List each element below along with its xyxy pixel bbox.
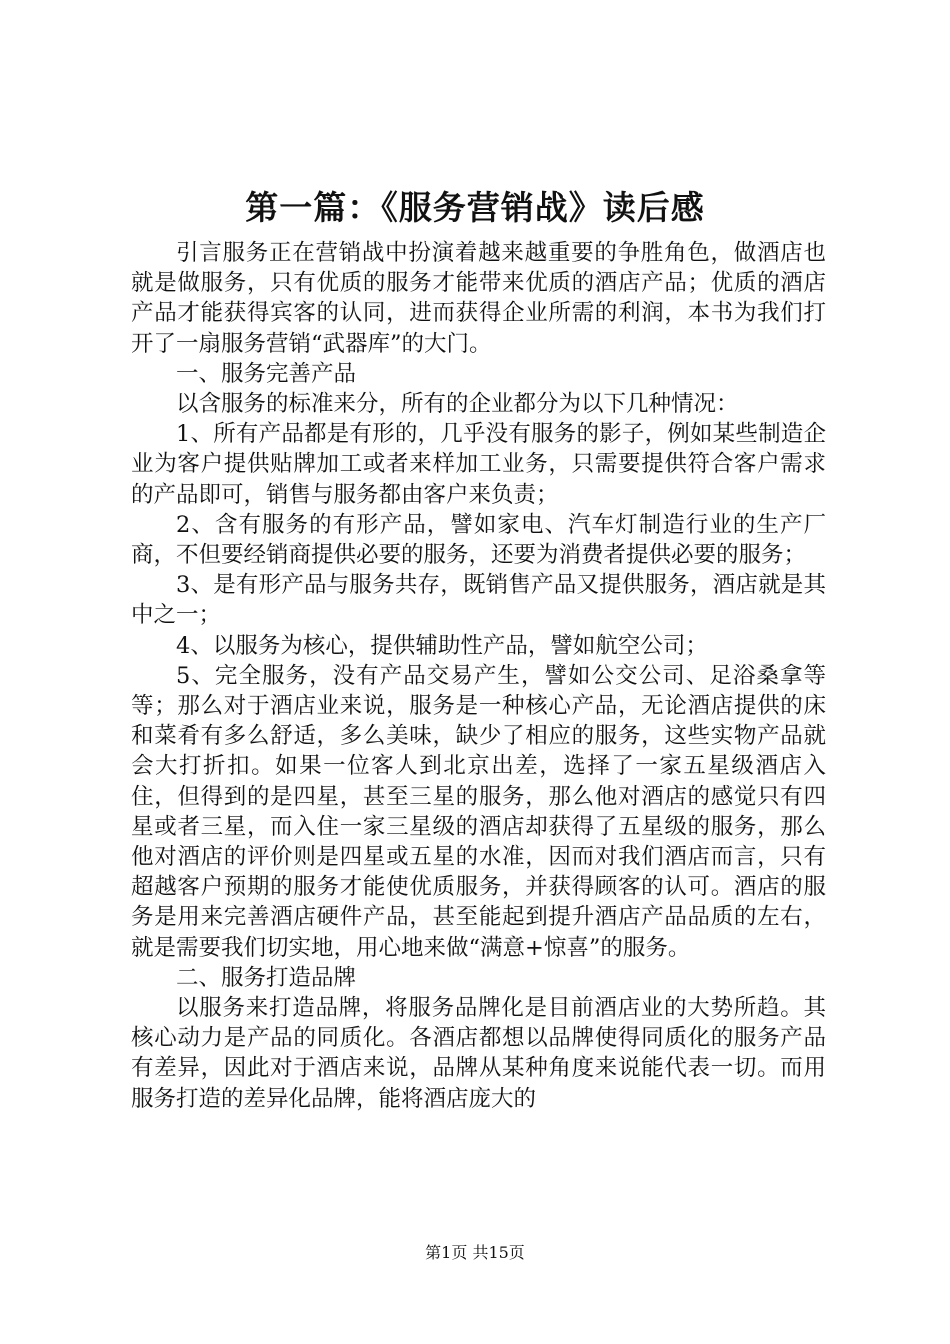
paragraph: 以含服务的标准来分，所有的企业都分为以下几种情况： (176, 391, 739, 418)
paragraph: 以服务来打造品牌，将服务品牌化是目前酒店业的大势所趋。其核心动力是产品的同质化。各酒店都想以品牌使得同质化的服务产品有差异，因此对于酒店来说，品牌从某种角度来说能代表一切。而用服务打造的差异化品牌，能将酒店庞大的 (131, 995, 826, 1112)
document-body (131, 238, 826, 1114)
list-item: 1、所有产品都是有形的，几乎没有服务的影子，例如某些制造企业为客户提供贴牌加工或者来样加工业务，只需要提供符合客户需求的产品即可，销售与服务都由客户来负责； (131, 421, 826, 508)
list-item: 5、完全服务，没有产品交易产生，譬如公交公司、足浴桑拿等等；那么对于酒店业来说，服务是一种核心产品，无论酒店提供的床和菜肴有多么舒适，多么美味，缺少了相应的服务，这些实物产品就会大打折扣。如果一位客人到北京出差，选择了一家五星级酒店入住，但得到的是四星，甚至三星的服务，那么他对酒店的感觉只有四星或者三星，而入住一家三星级的酒店却获得了五星级的服务，那么他对酒店的评价则是四星或五星的水准，因而对我们酒店而言，只有超越客户预期的服务才能使优质服务，并获得顾客的认可。酒店的服务是用来完善酒店硬件产品，甚至能起到提升酒店产品品质的左右，就是需要我们切实地，用心地来做“满意+惊喜”的服务。 (131, 662, 826, 961)
list-item: 3、是有形产品与服务共存，既销售产品又提供服务，酒店就是其中之一； (131, 572, 826, 629)
page-footer: 第1页 共15页 (425, 1243, 525, 1262)
list-item: 2、含有服务的有形产品，譬如家电、汽车灯制造行业的生产厂商，不但要经销商提供必要的服务，还要为消费者提供必要的服务； (131, 511, 826, 569)
paragraph-intro: 引言服务正在营销战中扮演着越来越重要的争胜角色，做酒店也就是做服务，只有优质的服务才能带来优质的酒店产品；优质的酒店产品才能获得宾客的认同，进而获得企业所需的利润，本书为我们打开了一扇服务营销“武器库”的大门。 (131, 240, 826, 357)
section-heading-2: 二、服务打造品牌 (176, 964, 357, 991)
document-title: 第一篇：《服务营销战》读后感 (245, 188, 705, 227)
list-item: 4、以服务为核心，提供辅助性产品，譬如航空公司； (176, 632, 708, 659)
section-heading-1: 一、服务完善产品 (176, 360, 357, 387)
